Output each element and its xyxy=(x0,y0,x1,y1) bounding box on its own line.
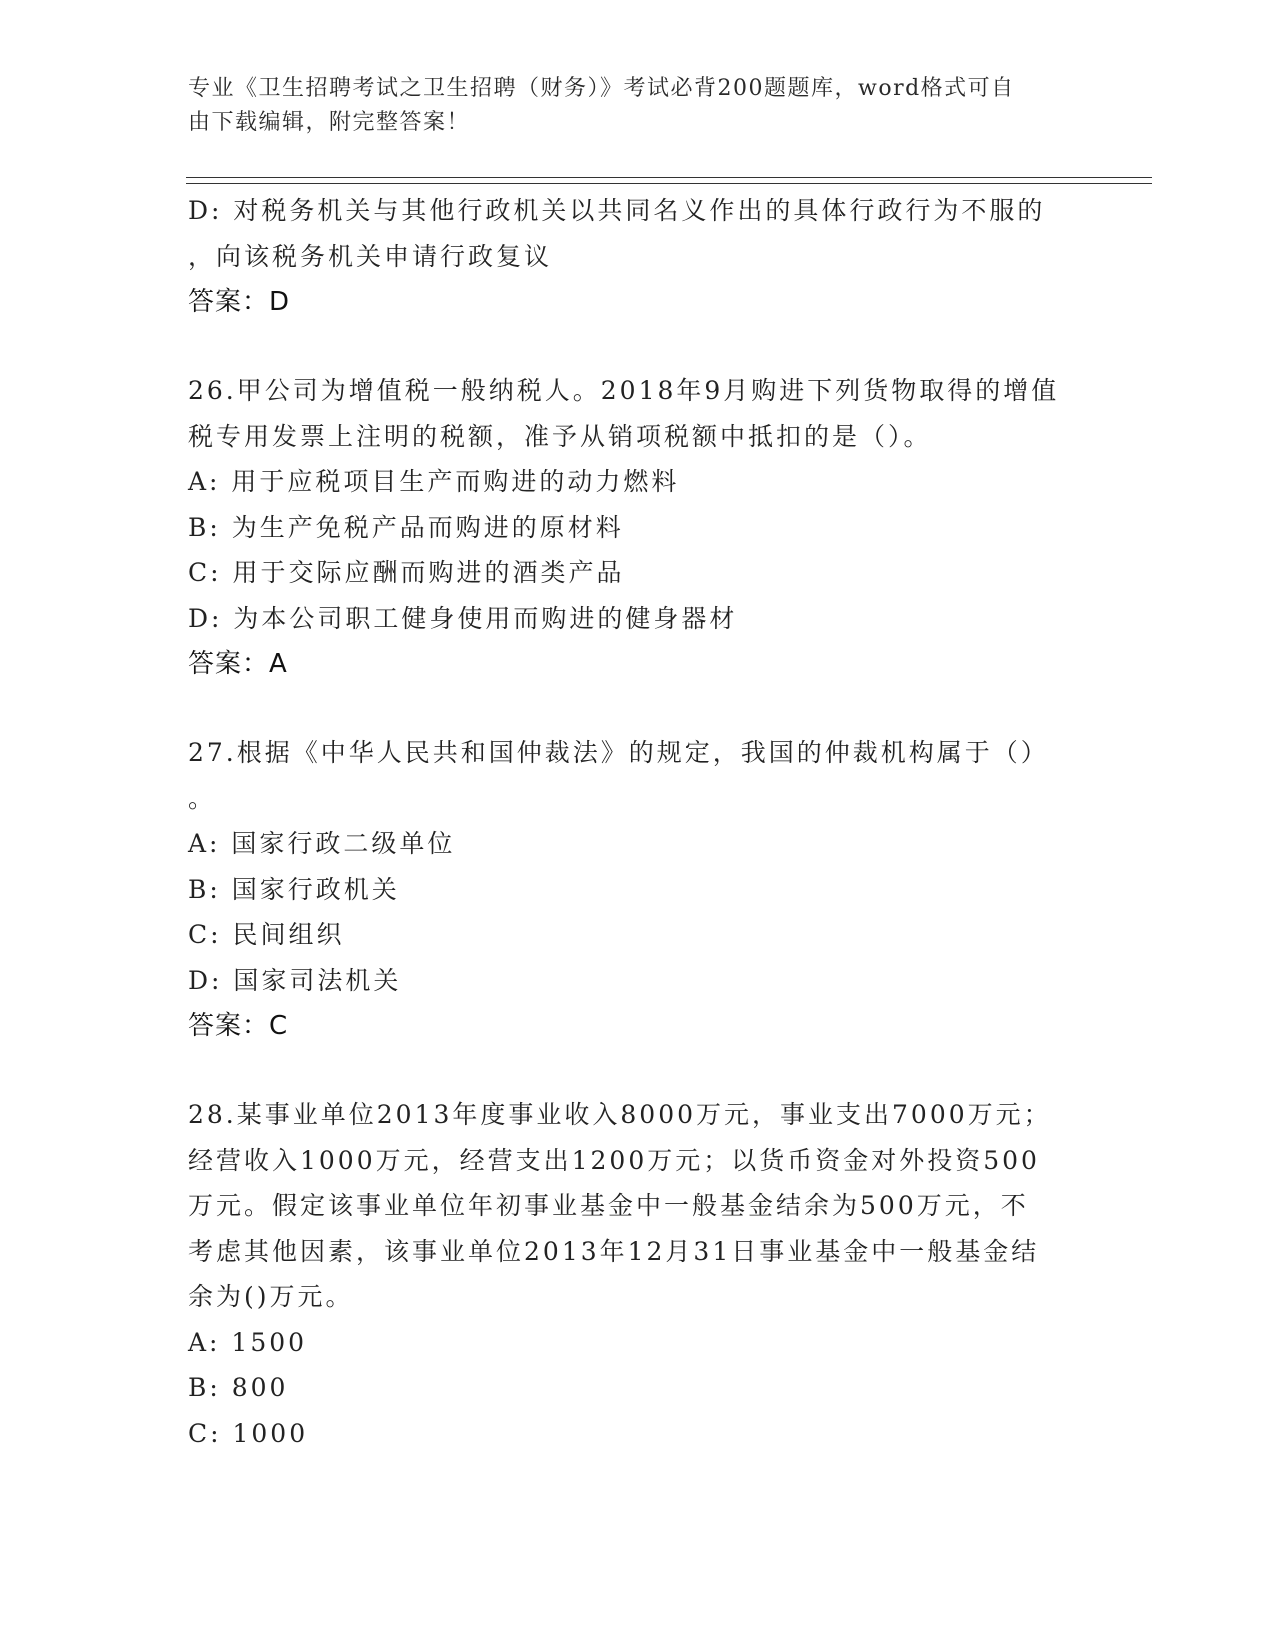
answer-line: 答案：D xyxy=(188,287,291,317)
question-list xyxy=(188,188,1088,1456)
question-26 xyxy=(188,368,1088,687)
spacer xyxy=(188,687,1088,730)
question-28 xyxy=(188,1092,1088,1456)
answer-line: 答案：A xyxy=(188,649,288,679)
question-stem-continued: 余为()万元。 xyxy=(188,1282,354,1311)
question-stem-continued: 万元。假定该事业单位年初事业基金中一般基金结余为500万元，不 xyxy=(188,1191,1029,1220)
option-b: B: 为生产免税产品而购进的原材料 xyxy=(188,512,624,542)
option-d: D: 对税务机关与其他行政机关以共同名义作出的具体行政行为不服的 xyxy=(188,196,1046,225)
question-stem: 28.某事业单位2013年度事业收入8000万元，事业支出7000万元； xyxy=(188,1100,1052,1129)
question-25-tail xyxy=(188,188,1088,325)
option-d-continued: ，向该税务机关申请行政复议 xyxy=(188,241,553,271)
option-b: B: 国家行政机关 xyxy=(188,874,400,904)
option-c: C: 1000 xyxy=(188,1418,309,1448)
question-stem-continued: 税专用发票上注明的税额，准予从销项税额中抵扣的是（）。 xyxy=(188,421,932,451)
option-a: A: 国家行政二级单位 xyxy=(188,829,456,858)
page-header xyxy=(188,72,1068,140)
option-a: A: 用于应税项目生产而购进的动力燃料 xyxy=(188,467,680,496)
spacer xyxy=(188,1049,1088,1092)
option-b: B: 800 xyxy=(188,1373,289,1402)
option-a: A: 1500 xyxy=(188,1327,308,1357)
option-d: D: 为本公司职工健身使用而购进的健身器材 xyxy=(188,603,738,633)
question-27 xyxy=(188,730,1088,1049)
option-d: D: 国家司法机关 xyxy=(188,965,402,995)
option-c: C: 用于交际应酬而购进的酒类产品 xyxy=(188,558,625,587)
question-stem: 27.根据《中华人民共和国仲裁法》的规定，我国的仲裁机构属于（） xyxy=(188,738,1049,767)
question-stem-continued: 经营收入1000万元，经营支出1200万元；以货币资金对外投资500 xyxy=(188,1145,1040,1175)
option-c: C: 民间组织 xyxy=(188,920,345,949)
answer-line: 答案：C xyxy=(188,1011,289,1041)
question-stem-continued: 考虑其他因素，该事业单位2013年12月31日事业基金中一般基金结 xyxy=(188,1236,1040,1266)
header-divider-top xyxy=(186,177,1152,178)
header-title-line-2: 由下载编辑，附完整答案！ xyxy=(188,110,471,135)
question-stem-continued: 。 xyxy=(188,783,217,813)
question-stem: 26.甲公司为增值税一般纳税人。2018年9月购进下列货物取得的增值 xyxy=(188,376,1060,405)
spacer xyxy=(188,325,1088,368)
header-title-line-1: 专业《卫生招聘考试之卫生招聘（财务）》考试必背200题题库，word格式可自 xyxy=(188,76,1015,101)
header-divider-bottom xyxy=(186,183,1152,184)
